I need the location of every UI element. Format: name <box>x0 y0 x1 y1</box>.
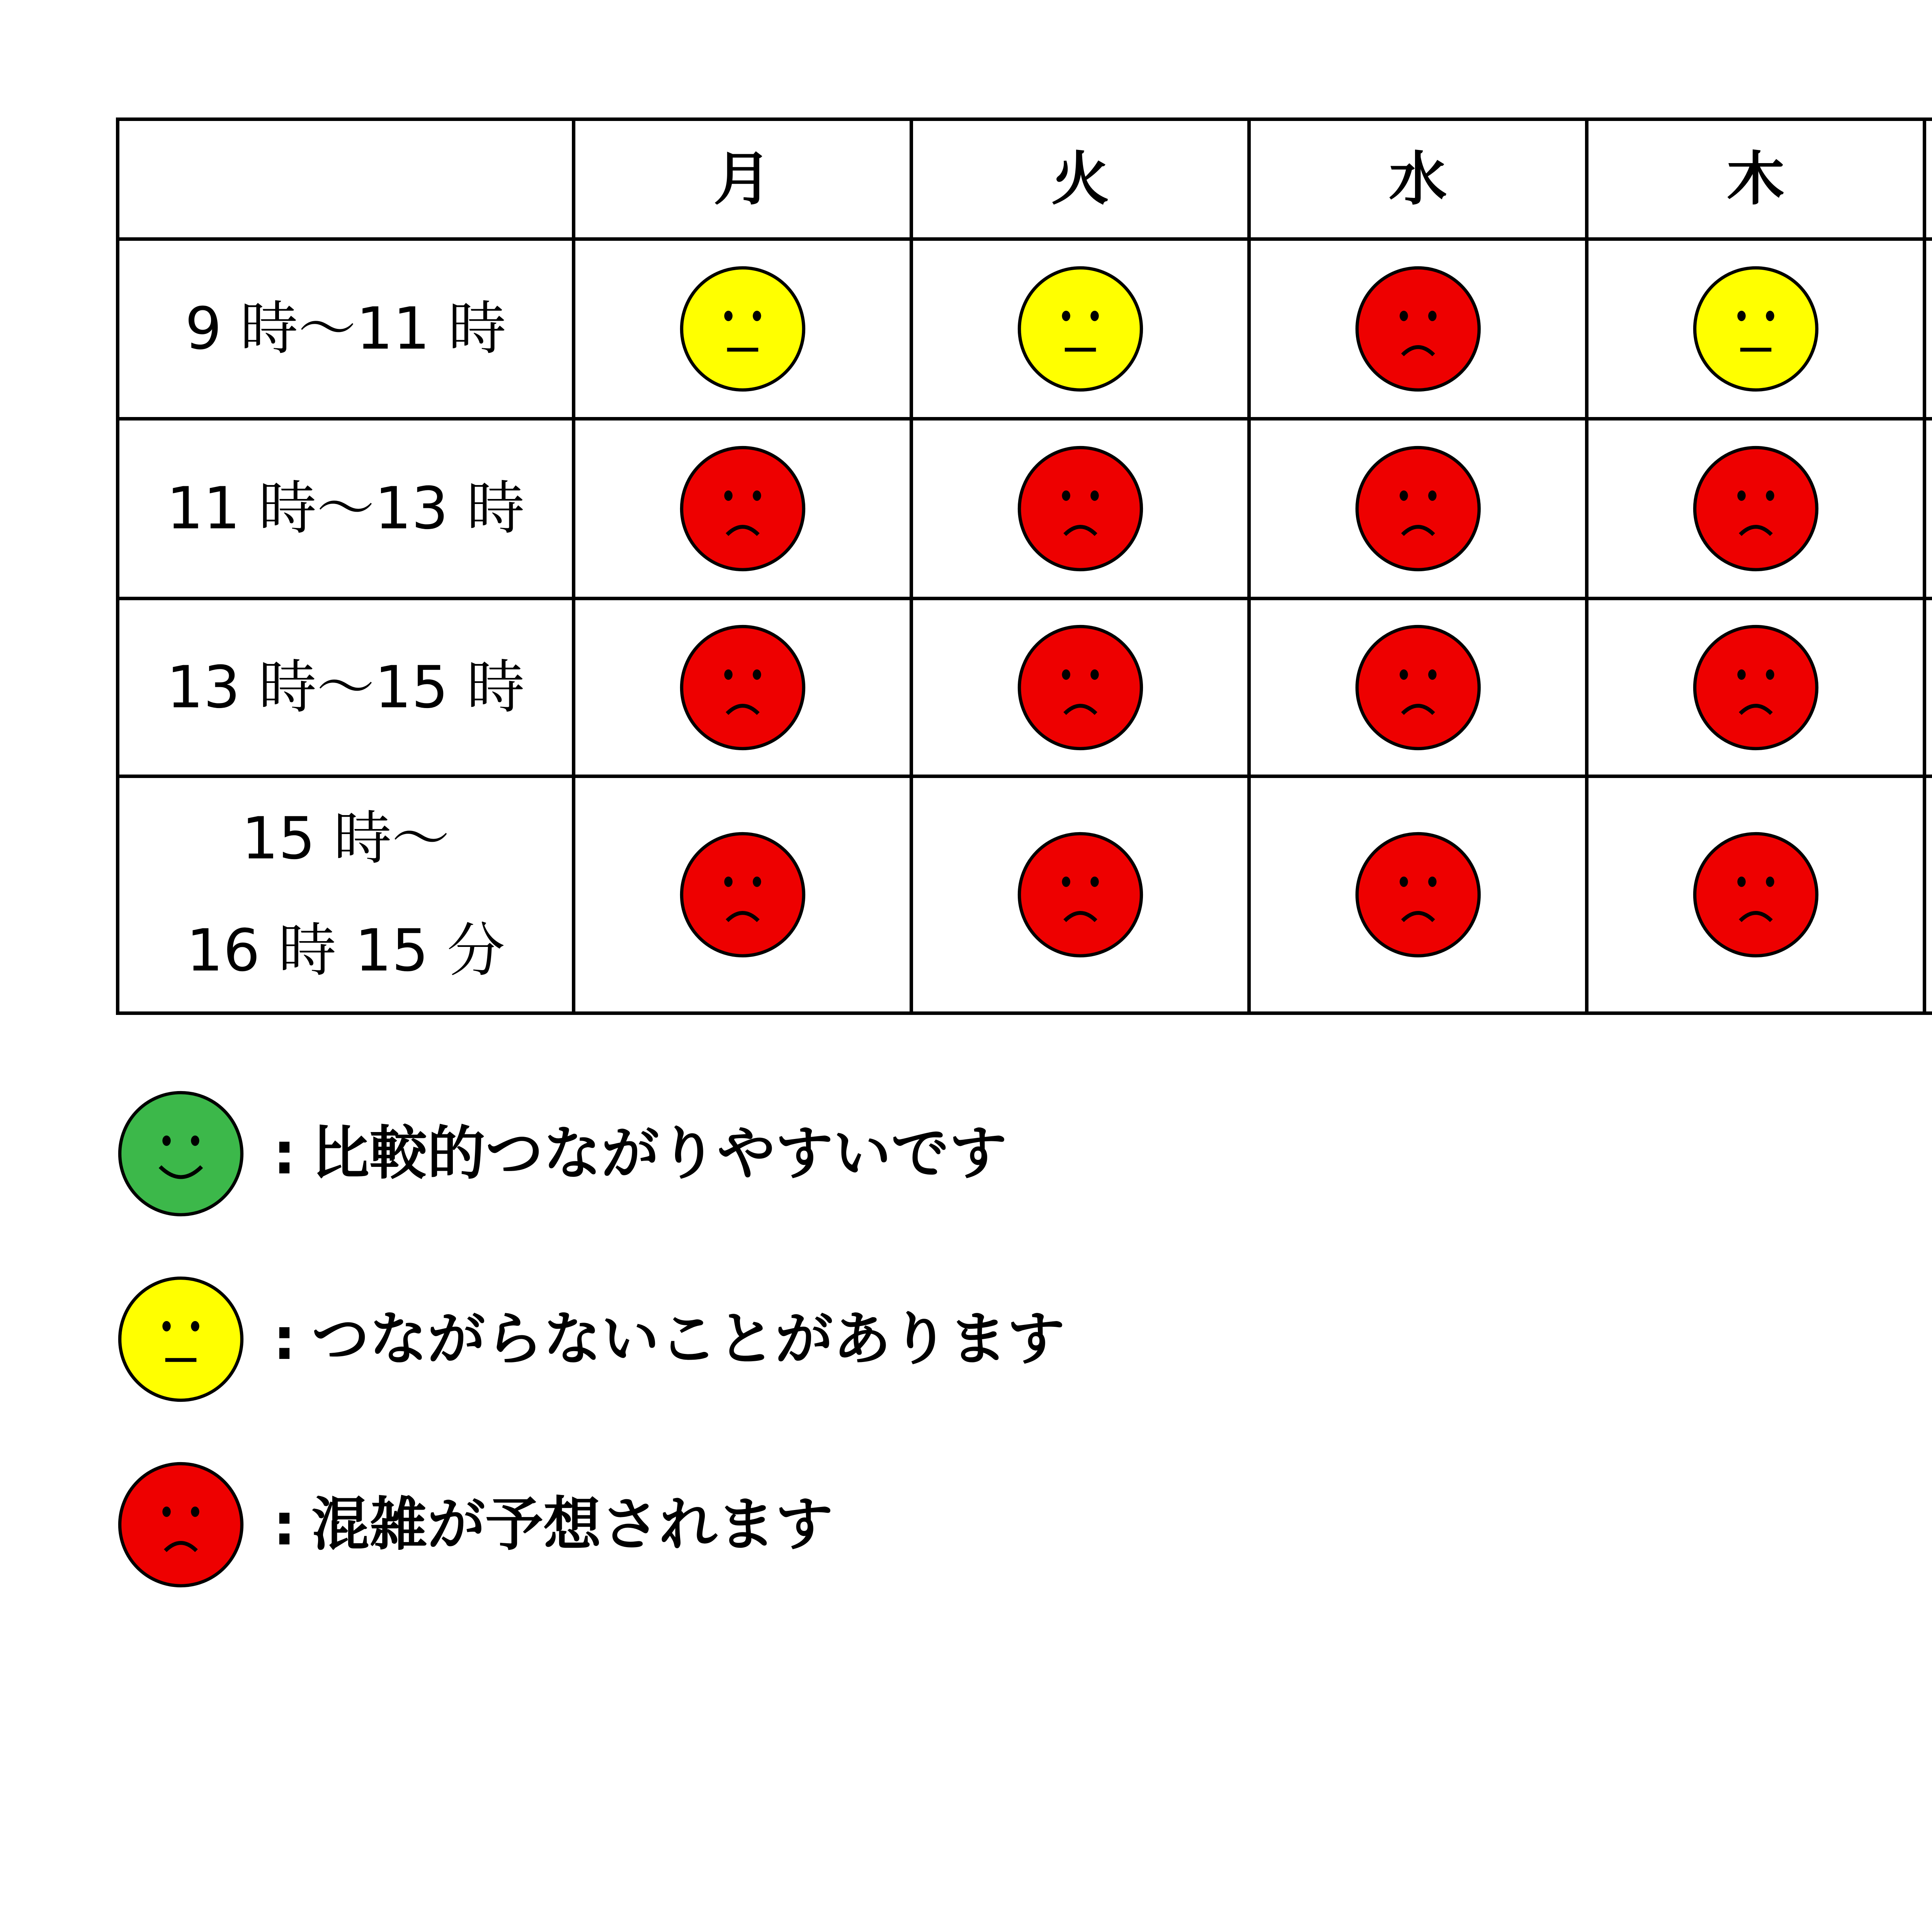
frown-face-icon <box>678 444 808 574</box>
neutral-face-icon <box>678 264 808 394</box>
legend-text-green: 比較的つながりやすいです <box>311 1120 1007 1187</box>
status-cell <box>574 776 912 1013</box>
status-cell <box>1925 419 1932 599</box>
status-cell <box>1587 239 1925 419</box>
frown-face-icon <box>1015 623 1145 752</box>
status-cell <box>574 599 912 776</box>
time-slot-cell <box>118 599 574 776</box>
time-slot-label: 11 時〜13 時 <box>166 475 525 542</box>
status-cell <box>1249 239 1587 419</box>
smile-face-icon <box>116 1089 246 1219</box>
status-cell <box>574 239 912 419</box>
legend-item-red <box>116 1457 1065 1592</box>
status-cell <box>1249 776 1587 1013</box>
time-slot-label-line1: 15 時〜 <box>242 805 450 872</box>
frown-face-icon <box>1691 444 1821 574</box>
corner-cell <box>118 119 574 239</box>
status-cell <box>1587 599 1925 776</box>
frown-face-icon <box>1015 444 1145 574</box>
status-cell <box>1249 599 1587 776</box>
header-row <box>118 119 1932 239</box>
legend-colon: : <box>273 1120 296 1187</box>
neutral-face-icon <box>1691 264 1821 394</box>
frown-face-icon <box>116 1460 246 1590</box>
status-cell <box>912 239 1249 419</box>
frown-face-icon <box>678 623 808 752</box>
time-slot-cell <box>118 776 574 1013</box>
legend-colon: : <box>273 1491 296 1558</box>
time-row <box>118 419 1932 599</box>
time-slot-label-line2: 16 時 15 分 <box>186 917 505 984</box>
frown-face-icon <box>1353 444 1483 574</box>
legend-colon: : <box>273 1306 296 1373</box>
status-cell <box>1587 776 1925 1013</box>
time-slot-label: 13 時〜15 時 <box>166 654 525 721</box>
status-cell <box>1925 599 1932 776</box>
time-row <box>118 776 1932 1013</box>
day-header-fri <box>1925 119 1932 239</box>
legend-item-yellow <box>116 1272 1065 1407</box>
status-cell <box>1925 239 1932 419</box>
frown-face-icon <box>1353 830 1483 960</box>
status-cell <box>1249 419 1587 599</box>
neutral-face-icon <box>116 1274 246 1404</box>
time-row <box>118 239 1932 419</box>
day-header-tue: 火 <box>912 119 1249 239</box>
status-cell <box>912 419 1249 599</box>
congestion-schedule-table <box>116 117 1932 1015</box>
status-cell <box>912 776 1249 1013</box>
frown-face-icon <box>1353 623 1483 752</box>
day-header-thu: 木 <box>1587 119 1925 239</box>
time-slot-cell <box>118 239 574 419</box>
frown-face-icon <box>1353 264 1483 394</box>
frown-face-icon <box>1691 830 1821 960</box>
legend <box>116 1086 1065 1643</box>
frown-face-icon <box>1691 623 1821 752</box>
neutral-face-icon <box>1015 264 1145 394</box>
day-header-mon: 月 <box>574 119 912 239</box>
time-slot-cell <box>118 419 574 599</box>
legend-text-yellow: つながらないことがあります <box>311 1306 1065 1373</box>
status-cell <box>912 599 1249 776</box>
time-row <box>118 599 1932 776</box>
time-slot-label: 9 時〜11 時 <box>185 295 507 363</box>
frown-face-icon <box>1015 830 1145 960</box>
status-cell <box>574 419 912 599</box>
legend-text-red: 混雑が予想されます <box>311 1491 833 1558</box>
legend-item-green <box>116 1086 1065 1221</box>
status-cell <box>1587 419 1925 599</box>
frown-face-icon <box>678 830 808 960</box>
day-header-wed: 水 <box>1249 119 1587 239</box>
status-cell <box>1925 776 1932 1013</box>
